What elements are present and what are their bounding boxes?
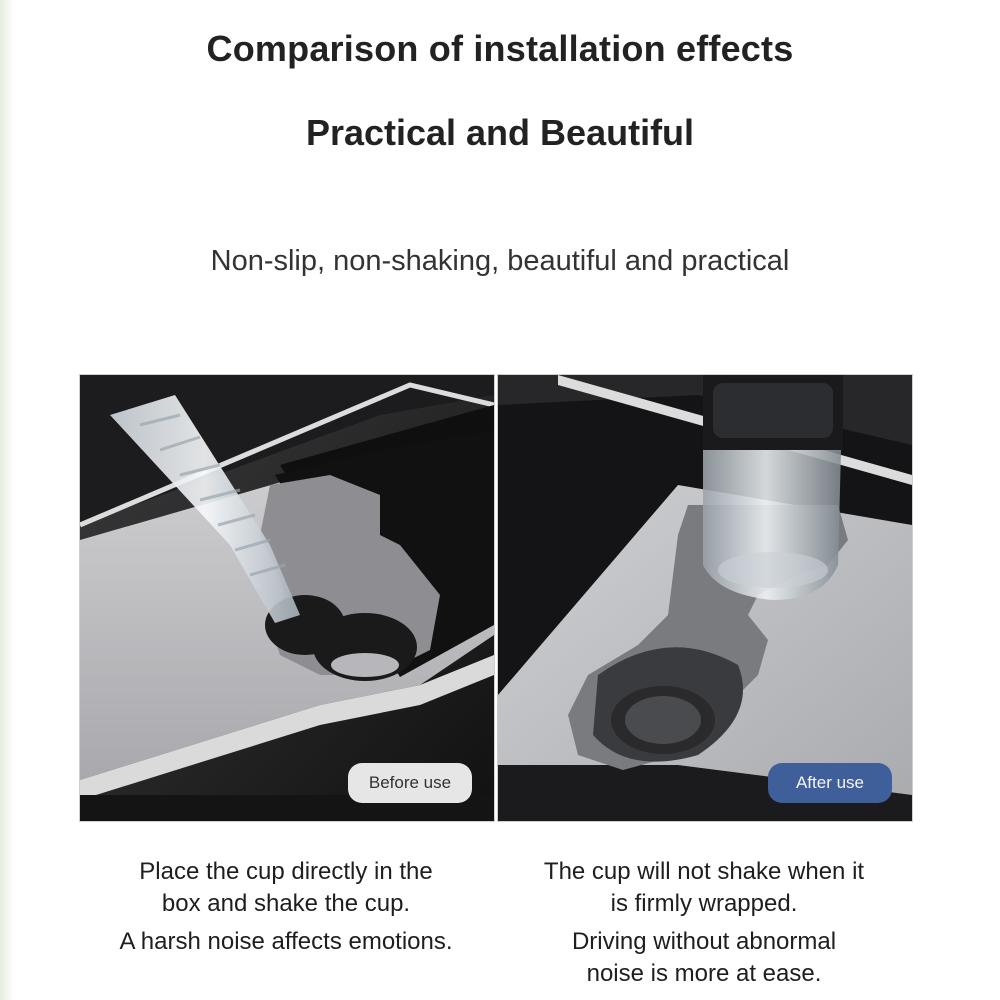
after-caption-line-4: noise is more at ease. bbox=[586, 960, 822, 987]
before-caption-line-3: A harsh noise affects emotions. bbox=[119, 928, 453, 955]
after-caption-line-1: The cup will not shake when it bbox=[543, 858, 865, 885]
before-use-illustration bbox=[80, 375, 494, 821]
before-use-badge: Before use bbox=[348, 763, 472, 803]
before-caption-line-1: Place the cup directly in the bbox=[139, 858, 433, 885]
before-use-photo bbox=[79, 374, 495, 822]
page-tagline: Non-slip, non-shaking, beautiful and practical bbox=[210, 245, 790, 277]
after-use-caption bbox=[497, 856, 911, 990]
after-caption-line-3: Driving without abnormal bbox=[571, 928, 837, 955]
page-subtitle: Practical and Beautiful bbox=[305, 112, 695, 153]
after-use-photo bbox=[497, 374, 913, 822]
after-caption-line-2: is firmly wrapped. bbox=[610, 890, 798, 917]
before-caption-line-2: box and shake the cup. bbox=[161, 890, 411, 917]
page-title: Comparison of installation effects bbox=[206, 28, 794, 69]
after-use-badge-label: After use bbox=[795, 773, 865, 792]
before-use-caption bbox=[79, 856, 493, 958]
after-use-badge bbox=[768, 763, 892, 803]
after-use-illustration bbox=[498, 375, 912, 821]
